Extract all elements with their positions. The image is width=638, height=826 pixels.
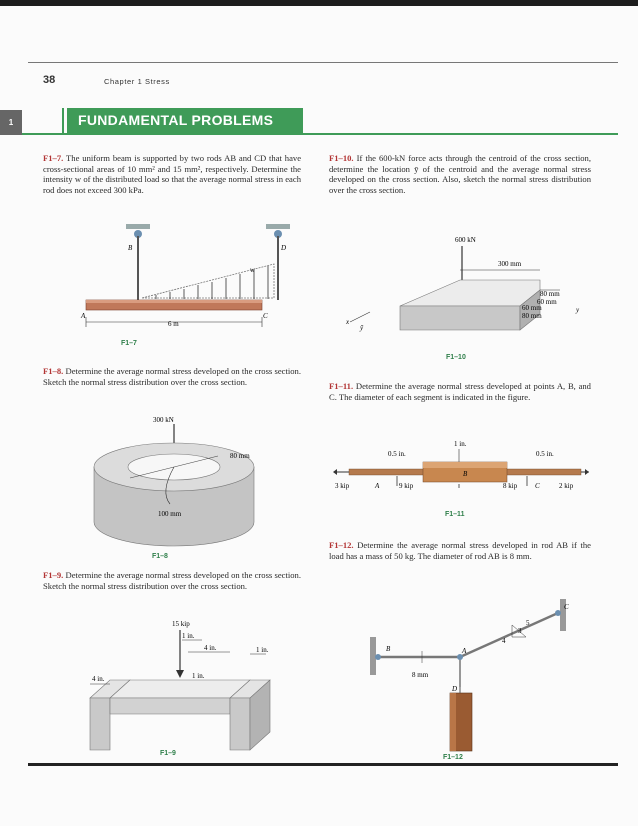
problem-f1-12: F1–12. Determine the average normal stress developed in rod AB if the load has a mass of 50 kg. The diameter of rod AB is 8 mm. — [329, 540, 591, 561]
figure-f1-11 — [335, 436, 590, 508]
label-f4: 2 kip — [559, 482, 574, 490]
beam-highlight — [86, 300, 262, 303]
rod-left — [349, 469, 427, 475]
label-c: C — [263, 312, 268, 320]
label-d1: 1 in. — [182, 632, 195, 640]
label-dia: 8 mm — [412, 671, 429, 679]
label-load: 300 kN — [153, 416, 174, 424]
label-b: B — [128, 244, 133, 252]
label-b: B — [386, 645, 391, 653]
ceiling-support-d — [266, 224, 290, 229]
label-a: A — [375, 482, 380, 490]
section-front — [400, 306, 520, 330]
label-load: 15 kip — [172, 620, 190, 628]
web-side — [110, 698, 230, 714]
label-f1: 3 kip — [335, 482, 350, 490]
top-border — [0, 0, 638, 6]
web-top — [110, 680, 250, 698]
label-d2: 4 in. — [204, 644, 217, 652]
banner-stub — [62, 108, 64, 135]
problem-f1-10: F1–10. If the 600-kN force acts through the centroid of the cross section, determine the location ȳ of the centroid and the average normal stress developed on the cross section. Also, sketch the normal stress distribution over the cross section. — [329, 153, 591, 195]
label-s4: 4 — [502, 637, 506, 645]
figure-f1-9 — [80, 618, 290, 753]
label-d3: 1 in. — [256, 646, 269, 654]
right-flange — [230, 698, 250, 750]
label-f3: 8 kip — [503, 482, 518, 490]
label-s3: 3 — [518, 627, 522, 635]
left-flange — [90, 698, 110, 750]
caption-f1-11: F1–11 — [445, 511, 465, 518]
caption-f1-9: F1–9 — [160, 750, 176, 757]
pin-b — [375, 654, 381, 660]
label-a: A — [462, 647, 467, 655]
figure-f1-7 — [70, 222, 285, 334]
header-rule — [28, 62, 618, 63]
label-a: A — [81, 312, 86, 320]
ceiling-support-b — [126, 224, 150, 229]
caption-f1-7: F1–7 — [121, 340, 137, 347]
load-highlight — [450, 693, 456, 751]
label-d80b: 80 mm — [522, 312, 542, 320]
label-d-mid: 1 in. — [454, 440, 467, 448]
label-d60a: 60 mm — [537, 298, 557, 306]
label-y: y — [576, 306, 580, 314]
rod-right — [503, 469, 581, 475]
section-top — [400, 280, 540, 306]
label-d4: 4 in. — [92, 675, 105, 683]
label-x: x — [346, 318, 350, 326]
pin-c — [555, 610, 561, 616]
rod-ac — [460, 613, 558, 657]
caption-f1-12: F1–12 — [443, 754, 463, 761]
caption-f1-8: F1–8 — [152, 553, 168, 560]
label-s5: 5 — [526, 619, 530, 627]
label-span: 6 m — [168, 320, 179, 328]
problem-f1-11: F1–11. Determine the average normal stress developed at points A, B, and C. The diameter of each segment is indicated in the figure. — [329, 381, 591, 402]
wall-b — [370, 637, 376, 675]
label-d5: 1 in. — [192, 672, 205, 680]
label-ybar: ȳ — [360, 324, 364, 332]
label-w: w — [250, 266, 255, 274]
label-load: 600 kN — [455, 236, 476, 244]
caption-f1-10: F1–10 — [446, 354, 466, 361]
label-c: C — [535, 482, 540, 490]
label-d-left: 0.5 in. — [388, 450, 406, 458]
bottom-border — [28, 763, 618, 766]
problem-f1-7: F1–7. The uniform beam is supported by two rods AB and CD that have cross-sectional areas of 10 mm² and 15 mm², respectively. Determine the intensity w of the distributed load so that the average normal stress in each rod does not exceed 300 kPa. — [43, 153, 302, 195]
problem-f1-8: F1–8. Determine the average normal stress developed on the cross section. Sketch the normal stress distribution over the cross section. — [43, 366, 301, 387]
section-title: FUNDAMENTAL PROBLEMS — [78, 112, 274, 128]
label-d: D — [452, 685, 458, 693]
rod-middle-highlight — [423, 462, 507, 468]
problem-f1-9: F1–9. Determine the average normal stress developed on the cross section. Sketch the normal stress distribution over the cross section. — [43, 570, 301, 591]
label-outer: 80 mm — [230, 452, 250, 460]
label-c: C — [564, 603, 569, 611]
figure-f1-8 — [70, 412, 285, 550]
label-d: D — [281, 244, 287, 252]
label-d60b: 60 mm — [522, 304, 542, 312]
chapter-side-tab: 1 — [0, 110, 22, 135]
label-f2: 9 kip — [399, 482, 414, 490]
figure-f1-12 — [350, 595, 595, 753]
label-w300: 300 mm — [498, 260, 522, 268]
figure-f1-10 — [340, 230, 590, 348]
label-inner: 100 mm — [158, 510, 182, 518]
label-d80a: 80 mm — [540, 290, 560, 298]
running-head: Chapter 1 Stress — [104, 77, 170, 86]
label-d-right: 0.5 in. — [536, 450, 554, 458]
page-number: 38 — [43, 74, 56, 86]
label-b: B — [463, 470, 468, 478]
